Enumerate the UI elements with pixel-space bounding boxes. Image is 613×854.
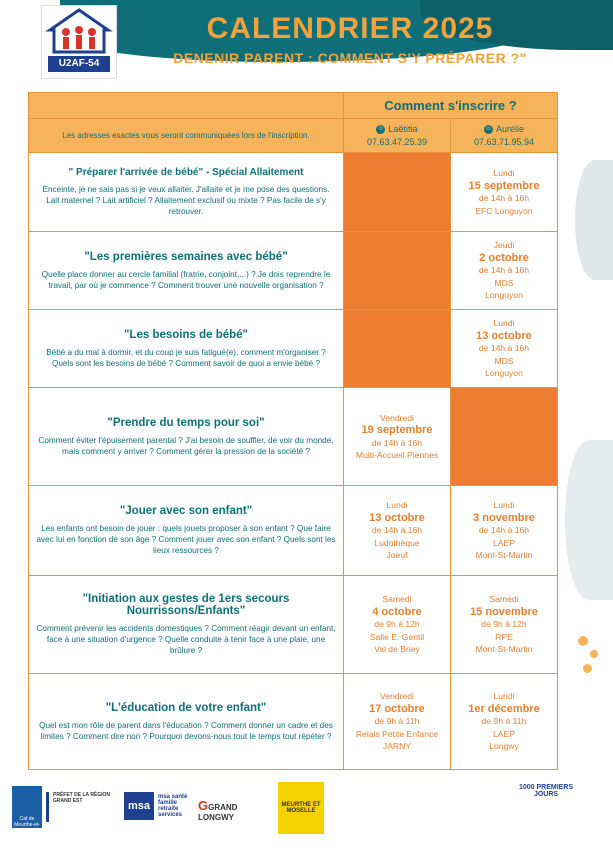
date-value: 2 octobre bbox=[479, 251, 529, 264]
date-place: Ludothèque bbox=[374, 537, 420, 548]
table-row bbox=[29, 310, 558, 388]
date-time: de 14h à 16h bbox=[371, 437, 423, 448]
u2af-logo bbox=[41, 5, 117, 79]
date-time: de 9h à 11h bbox=[481, 716, 527, 727]
table-row bbox=[29, 153, 558, 232]
topic-cell bbox=[29, 232, 344, 310]
date-place-2: Longuyon bbox=[485, 368, 523, 379]
contact-row bbox=[29, 119, 558, 153]
date-value: 13 octobre bbox=[476, 329, 532, 342]
topic-description: Enceinte, je ne sais pas si je veux allaiter. J'allaite et je me pose des questions. Lait maternel ? Lait artificiel ? Allaitement exclusif ou mixte ? Pas facile de s'y retrouver. bbox=[42, 185, 330, 216]
date-place: LAEP bbox=[493, 728, 515, 739]
date-day: Lundi bbox=[493, 500, 515, 511]
topic-title: "Les besoins de bébé" bbox=[123, 328, 249, 341]
date-day: Jeudi bbox=[493, 240, 515, 251]
date-day: Samedi bbox=[382, 594, 412, 605]
topic-description: Quelle place donner au cercle familial (fratrie, conjoint,...) ? Je dois reprendre le travail, par où je commence ? Comment trouver une nouvelle organisation ? bbox=[41, 269, 331, 290]
topic-cell bbox=[29, 674, 344, 770]
date-place: LAEP bbox=[493, 537, 515, 548]
date-day: Lundi bbox=[493, 691, 515, 702]
date-place: Multi-Accueil Piennes bbox=[355, 450, 439, 460]
topic-title: "Prendre du temps pour soi" bbox=[107, 416, 265, 429]
caf-logo bbox=[12, 786, 42, 834]
date-place: EFC Longuyon bbox=[475, 205, 533, 216]
contact-name: Aurélie bbox=[495, 123, 524, 134]
date-place-2: Longuyon bbox=[485, 290, 523, 301]
page-title: CALENDRIER 2025 bbox=[206, 12, 494, 45]
date-time: de 14h à 16h bbox=[478, 343, 530, 354]
topic-title: "Jouer avec son enfant" bbox=[119, 505, 253, 517]
date-cell bbox=[344, 388, 451, 486]
table-row bbox=[29, 232, 558, 310]
prefet-logo-label: PRÉFET DE LA RÉGION GRAND EST bbox=[53, 792, 111, 804]
date-time: de 9h à 11h bbox=[374, 716, 420, 727]
date-cell bbox=[451, 674, 558, 770]
topic-cell bbox=[29, 486, 344, 576]
page-subtitle: DENENIR PARENT : COMMENT S'Y PRÉPARER ?" bbox=[173, 50, 527, 66]
date-value: 15 novembre bbox=[470, 605, 538, 618]
contact-laetitia bbox=[344, 119, 451, 153]
date-time: de 14h à 16h bbox=[478, 525, 530, 536]
table-row bbox=[29, 576, 558, 674]
date-day: Vendredi bbox=[380, 691, 414, 702]
date-value: 19 septembre bbox=[361, 424, 433, 436]
address-note: Les adresses exactes vous seront communiquées lors de l'inscription. bbox=[29, 119, 344, 153]
grand-longwy-logo: GGRAND LONGWY bbox=[198, 798, 238, 822]
prefet-logo bbox=[46, 792, 119, 822]
date-place: MDS bbox=[494, 277, 514, 288]
date-cell bbox=[451, 576, 558, 674]
1000-jours-label: 1000 PREMIERS JOURS bbox=[518, 784, 574, 798]
contact-name: Laëtitia bbox=[388, 123, 418, 134]
grand-longwy-label: GRAND LONGWY bbox=[198, 803, 238, 822]
table-row bbox=[29, 674, 558, 770]
date-place-2: Mont-St-Martin bbox=[475, 644, 533, 655]
meurthe-moselle-label: MEURTHE ET MOSELLE bbox=[281, 802, 321, 814]
calendar-table bbox=[28, 92, 558, 770]
caf-logo-label: Caf de Meurthe-et-Moselle bbox=[14, 816, 40, 834]
inscription-header: Comment s'inscrire ? bbox=[344, 93, 558, 119]
topic-title: " Préparer l'arrivée de bébé" - Spécial Allaitement bbox=[68, 167, 304, 178]
date-cell bbox=[451, 486, 558, 576]
date-place: RPE bbox=[495, 631, 513, 642]
topic-description: Les enfants ont besoin de jouer : quels jouets proposer à son enfant ? Que faire avec lui en fonction de son âge ? Comment jouer avec son enfant ? Quels sont les lieux ressources ? bbox=[36, 524, 336, 555]
contact-phone[interactable]: 07.63.47.25.39 bbox=[366, 136, 428, 147]
topic-cell bbox=[29, 153, 344, 232]
date-place-2: JARNY bbox=[382, 741, 412, 752]
date-day: Vendredi bbox=[380, 412, 414, 423]
date-place: Relais Petite Enfance bbox=[355, 728, 439, 739]
date-value: 1er décembre bbox=[468, 702, 540, 715]
topic-cell bbox=[29, 576, 344, 674]
topic-cell bbox=[29, 388, 344, 486]
date-time: de 9h à 12h bbox=[481, 619, 527, 630]
date-place-2: Joeuf bbox=[386, 550, 408, 561]
empty-date-cell bbox=[451, 388, 558, 486]
date-place-2: Mont-St-Martin bbox=[475, 550, 533, 561]
date-value: 13 octobre bbox=[369, 511, 425, 524]
date-time: de 14h à 16h bbox=[371, 525, 423, 536]
date-place: Salle E. Gentil bbox=[369, 631, 425, 642]
empty-date-cell bbox=[344, 310, 451, 388]
date-place-2: Longwy bbox=[489, 741, 519, 752]
date-cell bbox=[451, 153, 558, 232]
decor-dot bbox=[590, 650, 598, 658]
contact-phone[interactable]: 07.63.71.95.94 bbox=[473, 136, 535, 147]
topic-title: "Initiation aux gestes de 1ers secours Nourrissons/Enfants" bbox=[82, 593, 290, 617]
topic-title: "Les premières semaines avec bébé" bbox=[84, 250, 288, 263]
date-value: 4 octobre bbox=[372, 605, 422, 618]
topic-description: Bébé a du mal à dormir, et du coup je suis fatigué(e), comment m'organiser ? Quels sont les besoins de bébé ? Comment savoir de quoi a envie bébé ? bbox=[46, 347, 326, 368]
family-logo-icon bbox=[42, 6, 116, 56]
date-value: 17 octobre bbox=[369, 702, 425, 715]
msa-logo: msa msa santé famille retraite services bbox=[124, 792, 194, 822]
date-place: MDS bbox=[494, 355, 514, 366]
topic-title: "L'éducation de votre enfant" bbox=[105, 701, 267, 714]
date-day: Lundi bbox=[493, 318, 515, 329]
partner-logos bbox=[0, 778, 613, 838]
date-cell bbox=[451, 310, 558, 388]
msa-logo-label: msa santé famille retraite services bbox=[158, 794, 188, 818]
logo-label: U2AF-54 bbox=[48, 56, 110, 72]
decor-dot bbox=[578, 636, 588, 646]
topic-description: Comment éviter l'épuisement parental ? J'ai besoin de souffler, de voir du monde, mais comment y arriver ? Comment gérer la pression de la société ? bbox=[38, 435, 334, 456]
table-row bbox=[29, 486, 558, 576]
date-cell bbox=[344, 674, 451, 770]
date-place-2: Val de Briey bbox=[374, 644, 420, 655]
meurthe-moselle-logo bbox=[278, 782, 324, 834]
date-value: 3 novembre bbox=[473, 511, 535, 524]
1000-jours-logo bbox=[516, 784, 576, 832]
date-cell bbox=[451, 232, 558, 310]
decor-dot bbox=[565, 440, 613, 600]
date-cell bbox=[344, 576, 451, 674]
header-blank-cell bbox=[29, 93, 344, 119]
date-time: de 9h à 12h bbox=[374, 619, 420, 630]
date-day: Lundi bbox=[386, 500, 408, 511]
topic-cell bbox=[29, 310, 344, 388]
empty-date-cell bbox=[344, 232, 451, 310]
phone-icon: ☏ bbox=[377, 125, 385, 132]
date-time: de 14h à 16h bbox=[478, 193, 530, 203]
date-day: Samedi bbox=[489, 594, 519, 605]
decor-dot bbox=[583, 664, 592, 673]
table-row bbox=[29, 388, 558, 486]
table-header-row bbox=[29, 93, 558, 119]
topic-description: Comment prévenir les accidents domestiques ? Comment réagir devant un enfant, face à une situation d'urgence ? Quelle conduite à tenir face à une plaie, une brûlure ? bbox=[36, 624, 336, 655]
date-cell bbox=[344, 486, 451, 576]
empty-date-cell bbox=[344, 153, 451, 232]
decor-dot bbox=[575, 160, 613, 280]
phone-icon: ☏ bbox=[484, 125, 493, 132]
date-value: 15 septembre bbox=[468, 179, 540, 192]
date-day: Lundi bbox=[493, 168, 515, 178]
date-time: de 14h à 16h bbox=[478, 265, 530, 276]
contact-aurelie bbox=[451, 119, 558, 153]
topic-description: Quel est mon rôle de parent dans l'éducation ? Comment donner un cadre et des limites ? Comment dire non ? Pourquoi devons-nous tout le temps tout répéter ? bbox=[39, 720, 333, 741]
